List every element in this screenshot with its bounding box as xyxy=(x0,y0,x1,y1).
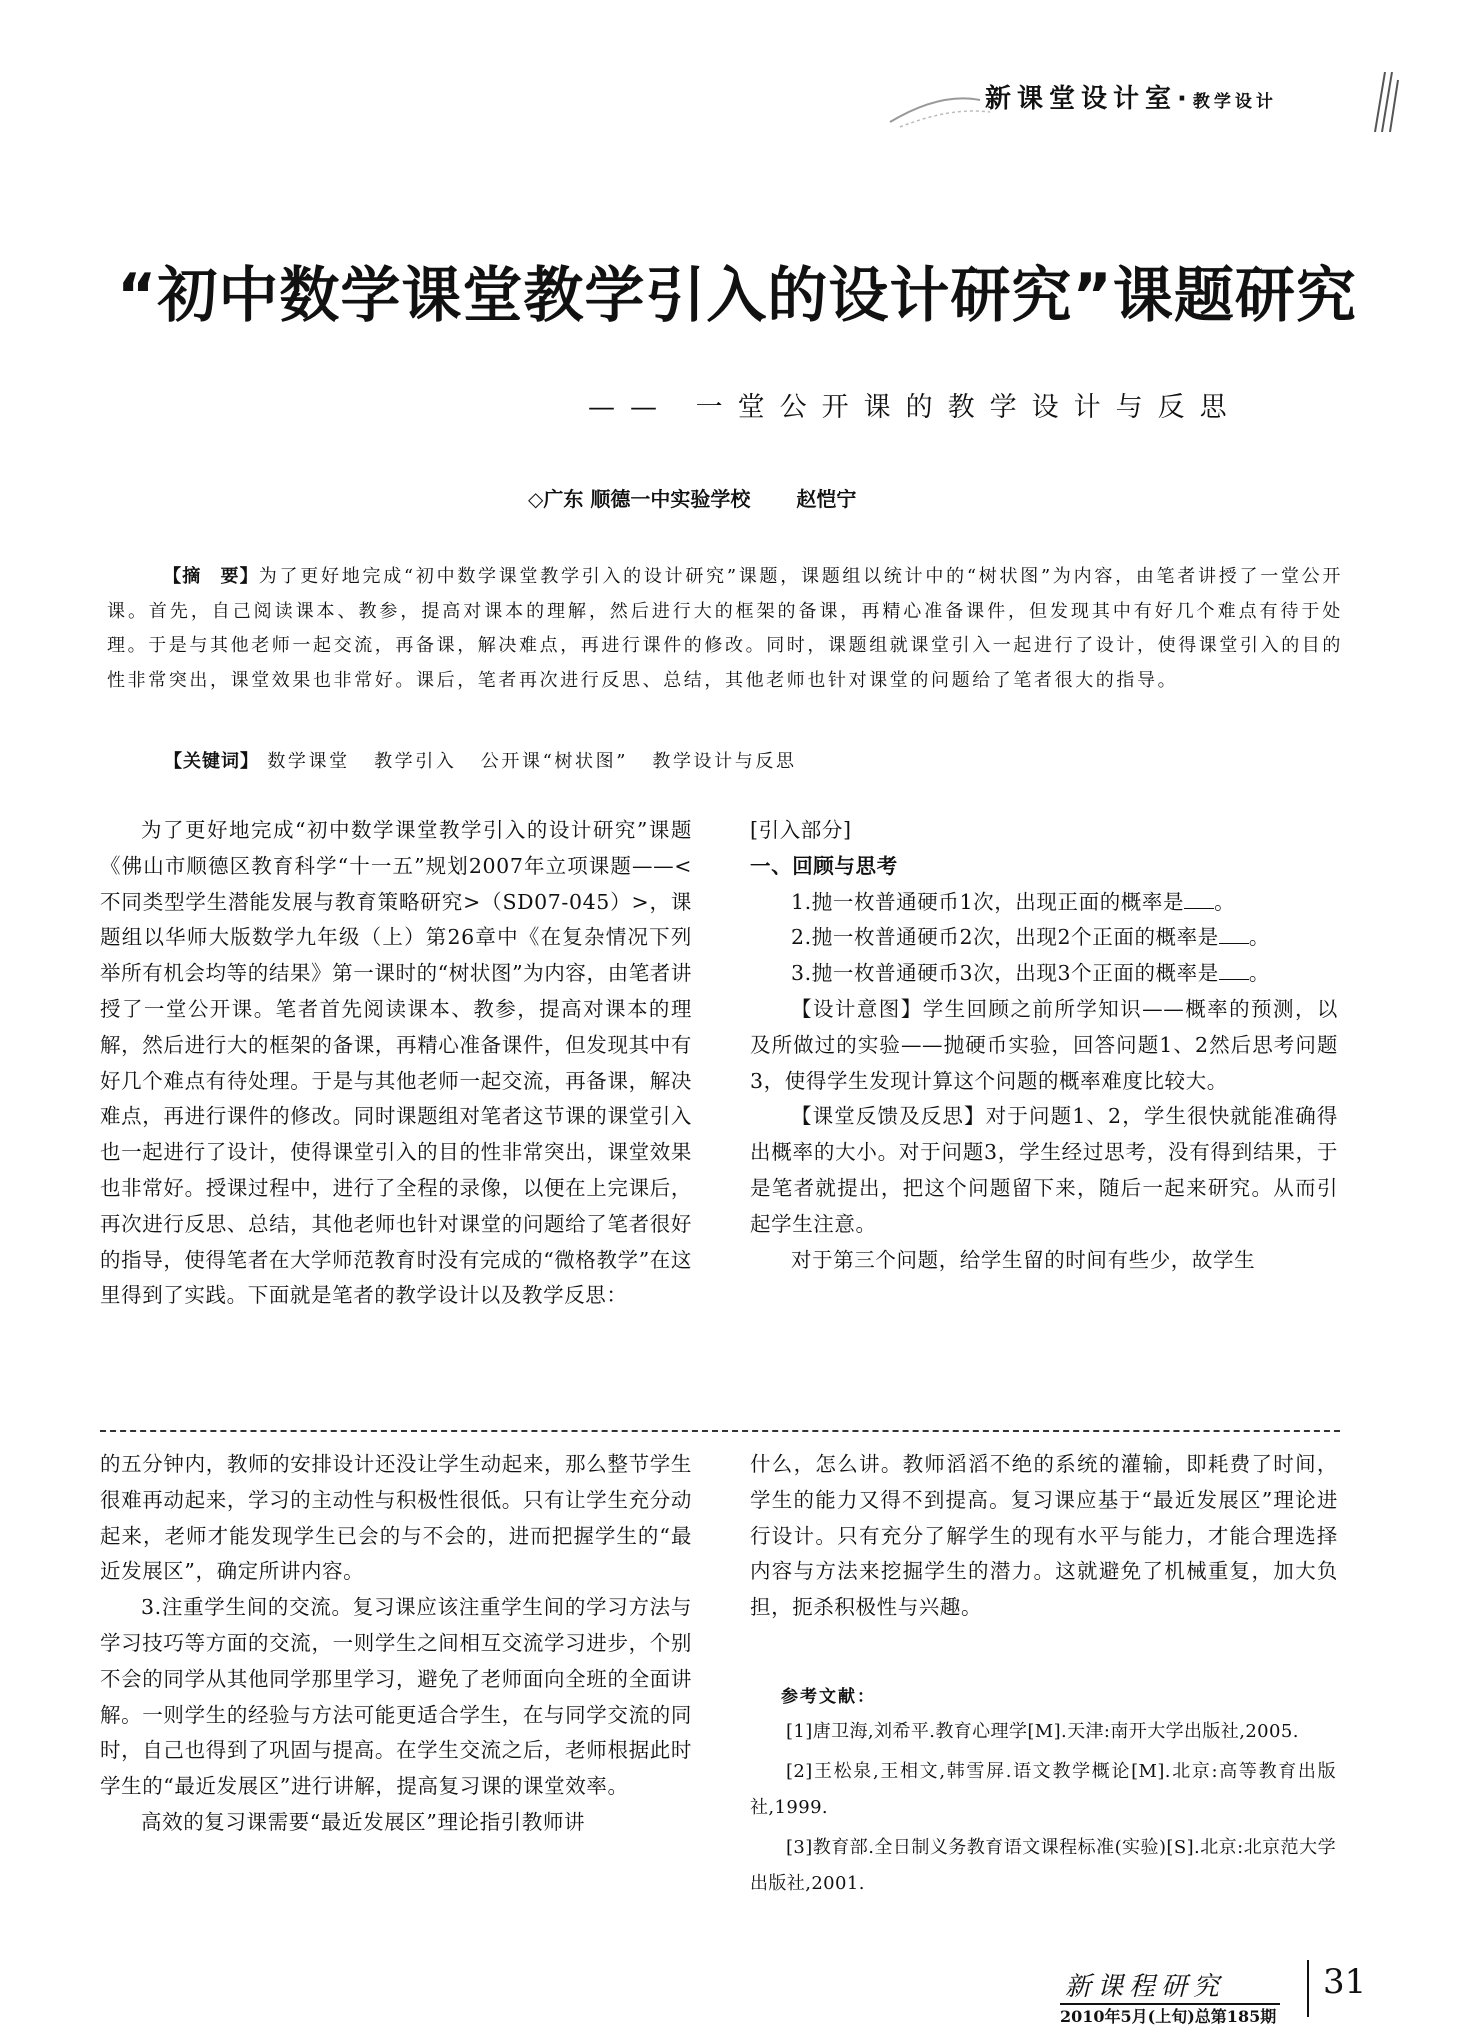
left-column-top xyxy=(100,813,692,1314)
article-subtitle: —— 一堂公开课的教学设计与反思 xyxy=(588,392,1242,423)
left-column-bottom xyxy=(100,1447,692,1841)
question-2: 2.抛一枚普通硬币2次，出现2个正面的概率是 。 xyxy=(791,925,1270,950)
design-intent: 【设计意图】学生回顾之前所学知识——概率的预测，以及所做过的实验——抛硬币实验，回答问题1、2然后思考问题3，使得学生发现计算这个问题的概率难度比较大。 xyxy=(750,996,1338,1093)
right-column-bottom xyxy=(750,1447,1338,1626)
reference-item: [3]教育部.全日制义务教育语文课程标准(实验)[S].北京:北京范大学出版社,2001. xyxy=(750,1837,1336,1894)
page-number: 31 xyxy=(1323,1962,1367,2002)
keywords-label: 【关键词】 xyxy=(164,751,259,772)
article-title: “初中数学课堂教学引入的设计研究”课题研究 xyxy=(117,261,1357,331)
header-separator: · xyxy=(1177,84,1193,114)
body-paragraph: 3.注重学生间的交流。复习课应该注重学生间的学习方法与学习技巧等方面的交流，一则学生之间相互交流学习进步，个别不会的同学从其他同学那里学习，避免了老师面向全班的全面讲解。一则学生的经验与方法可能更适合学生，在与同学交流的同时，自己也得到了巩固与提高。在学生交流之后，老师根据此时学生的“最近发展区”进行讲解，提高复习课的课堂效率。 xyxy=(100,1595,692,1799)
journal-section: 新课堂设计室 xyxy=(985,84,1178,114)
body-paragraph: 为了更好地完成“初中数学课堂教学引入的设计研究”课题《佛山市顺德区教育科学“十一五”规划2007年立项课题——<不同类型学生潜能发展与教育策略研究>（SD07-045）>，课题组以华师大版数学九年级（上）第26章中《在复杂情况下列举所有机会均等的结果》第一课时的“树状图”为内容，由笔者讲授了一堂公开课。笔者首先阅读课本、教参，提高对课本的理解，然后进行大的框架的备课，再精心准备课件，但发现其中有好几个难点有待处理。于是与其他老师一起交流，再备课，解决难点，再进行课件的修改。同时课题组对笔者这节课的课堂引入也一起进行了设计，使得课堂引入的目的性非常突出，课堂效果也非常好。授课过程中，进行了全程的录像，以便在上完课后，再次进行反思、总结，其他老师也针对课堂的问题给了笔者很好的指导，使得笔者在大学师范教育时没有完成的“微格教学”在这里得到了实践。下面就是笔者的教学设计以及教学反思： xyxy=(100,818,692,1308)
keywords xyxy=(164,747,813,773)
footer-vertical-rule xyxy=(1307,1960,1309,2017)
answer-blank xyxy=(1219,961,1249,980)
right-column-top xyxy=(750,813,1338,1278)
page-divider xyxy=(100,1430,1340,1432)
references-heading: 参考文献： xyxy=(781,1687,876,1707)
body-paragraph: 对于第三个问题，给学生留的时间有些少，故学生 xyxy=(791,1247,1256,1272)
keyword: 教学设计与反思 xyxy=(652,751,797,772)
footer-journal-logo: 新课程研究 xyxy=(1065,1972,1226,2002)
keyword: 教学引入 xyxy=(374,751,457,772)
author-line xyxy=(528,483,856,512)
keyword: 数学课堂 xyxy=(267,751,350,772)
question-3: 3.抛一枚普通硬币3次，出现3个正面的概率是 。 xyxy=(791,961,1270,986)
answer-blank xyxy=(1219,925,1249,944)
class-feedback: 【课堂反馈及反思】对于问题1、2，学生很快就能准确得出概率的大小。对于问题3，学生经过思考，没有得到结果，于是笔者就提出，把这个问题留下来，随后一起来研究。从而引起学生注意。 xyxy=(750,1104,1338,1236)
keyword: 公开课“树状图” xyxy=(480,751,629,772)
journal-column: 教学设计 xyxy=(1192,92,1277,112)
abstract xyxy=(107,560,1343,698)
body-paragraph: 什么，怎么讲。教师滔滔不绝的系统的灌输，即耗费了时间，学生的能力又得不到提高。复习课应基于“最近发展区”理论进行设计。只有充分了解学生的现有水平与能力，才能合理选择内容与方法来挖掘学生的潜力。这就避免了机械重复，加大负担，扼杀积极性与兴趣。 xyxy=(750,1452,1338,1620)
body-paragraph: 高效的复习课需要“最近发展区”理论指引教师讲 xyxy=(141,1809,586,1834)
journal-header xyxy=(985,78,1277,115)
reference-item: [1]唐卫海,刘希平.教育心理学[M].天津:南开大学出版社,2005. xyxy=(786,1721,1299,1742)
reference-item: [2]王松泉,王相文,韩雪屏.语文教学概论[M].北京:高等教育出版社,1999. xyxy=(750,1761,1336,1818)
answer-blank xyxy=(1184,890,1214,909)
references-list xyxy=(750,1714,1336,1906)
abstract-text: 为了更好地完成“初中数学课堂教学引入的设计研究”课题，课题组以统计中的“树状图”为内容，由笔者讲授了一堂公开课。首先，自己阅读课本、教参，提高对课本的理解，然后进行大的框架的备课，再精心准备课件，但发现其中有好几个难点有待于处理。于是与其他老师一起交流，再备课，解决难点，再进行课件的修改。同时，课题组就课堂引入一起进行了设计，使得课堂引入的目的性非常突出，课堂效果也非常好。课后，笔者再次进行反思、总结，其他老师也针对课堂的问题给了笔者很大的指导。 xyxy=(107,566,1344,691)
body-paragraph: 的五分钟内，教师的安排设计还没让学生动起来，那么整节学生很难再动起来，学习的主动性与积极性很低。只有让学生充分动起来，老师才能发现学生已会的与不会的，进而把握学生的“最近发展区”，确定所讲内容。 xyxy=(100,1452,692,1584)
question-1: 1.抛一枚普通硬币1次，出现正面的概率是 。 xyxy=(791,889,1236,914)
section-label: [引入部分] xyxy=(750,818,852,842)
author-name: 赵恺宁 xyxy=(796,487,857,511)
author-affiliation: ◇广东 顺德一中实验学校 xyxy=(528,487,751,511)
abstract-label: 【摘 要】 xyxy=(163,566,259,587)
section-heading: 一、回顾与思考 xyxy=(750,853,898,878)
issue-info: 2010年5月(上旬)总第185期 xyxy=(1060,2007,1277,2026)
